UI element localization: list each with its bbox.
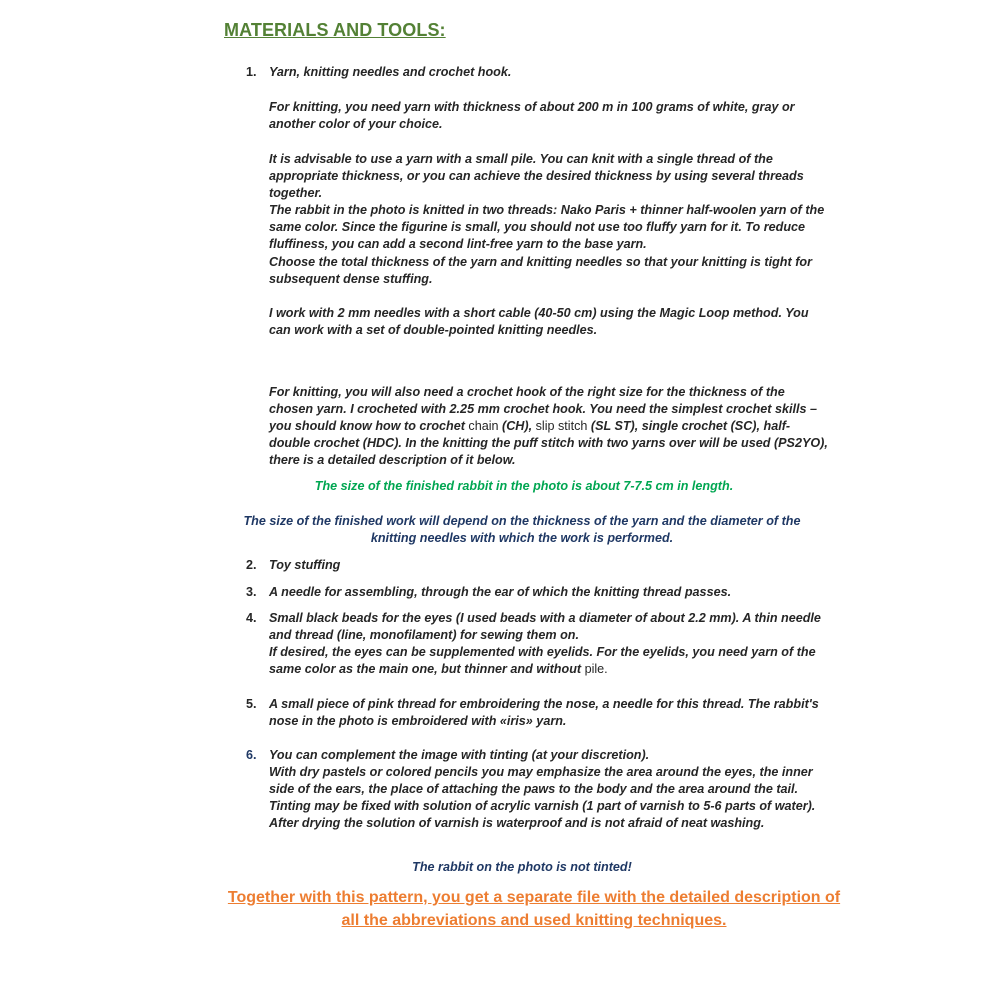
- text-run: chain: [468, 419, 499, 434]
- list-number: 4.: [246, 611, 257, 625]
- text-run: For knitting, you will also need a crochet hook of the right size for the thickness of the chosen yarn. I crocheted with 2.25 mm crochet hook. You need the simplest crochet skills – you should know how to crochet: [269, 385, 817, 434]
- paragraph-line: Choose the total thickness of the yarn and knitting needles so that your knitting is tight for subsequent dense stuffing.: [269, 254, 812, 286]
- paragraph-line: The rabbit in the photo is knitted in two threads: Nako Paris + thinner half-woolen yarn of the same color. Since the figurine is small, you should not use too fluffy yarn for it. To reduce fluffiness, you can add a second lint-free yarn to the base yarn.: [269, 203, 825, 252]
- list-item-line: With dry pastels or colored pencils you may emphasize the area around the eyes, the inner side of the ears, the place of attaching the paws to the body and the area around the tail.: [269, 765, 813, 797]
- text-run: If desired, the eyes can be supplemented with eyelids. For the eyelids, you need yarn of the same color as the main one, but thinner and without: [269, 645, 816, 677]
- footer-note: Together with this pattern, you get a separate file with the detailed description of all the abbreviations and used knitting techniques.: [227, 889, 841, 929]
- size-note-green: The size of the finished rabbit in the photo is about 7-7.5 cm in length.: [314, 479, 734, 493]
- list-number: 5.: [246, 697, 257, 711]
- list-item-line: [269, 644, 826, 678]
- list-item-text: Toy stuffing: [269, 558, 341, 572]
- paragraph-needles: I work with 2 mm needles with a short cable (40-50 cm) using the Magic Loop method. You can work with a set of double-pointed knitting needles.: [269, 306, 809, 338]
- not-tinted-note: The rabbit on the photo is not tinted!: [412, 860, 632, 874]
- text-run: (CH),: [498, 419, 536, 434]
- size-note-navy: The size of the finished work will depend on the thickness of the yarn and the diameter of the knitting needles with which the work is performed.: [243, 514, 801, 546]
- list-item-text: A needle for assembling, through the ear of which the knitting thread passes.: [269, 585, 732, 599]
- list-item-line: You can complement the image with tinting (at your discretion).: [269, 748, 650, 762]
- list-item-5: [246, 696, 826, 730]
- list-item-6: [246, 747, 826, 832]
- list-number: 1.: [246, 65, 257, 79]
- text-run: (SL ST),: [587, 419, 642, 434]
- list-number: 2.: [246, 558, 257, 572]
- list-number: 3.: [246, 585, 257, 599]
- text-run: single crochet (SC), half-double crochet (HDC). In the knitting the puff stitch with two yarns over will be used (PS2YO), there is a detailed description of it below.: [269, 419, 828, 468]
- list-item-3: [246, 584, 826, 601]
- list-item-line: After drying the solution of varnish is waterproof and is not afraid of neat washing.: [269, 816, 765, 831]
- list-item-1: [246, 64, 826, 81]
- list-item-text: A small piece of pink thread for embroidering the nose, a needle for this thread. The rabbit's nose in the photo is embroidered with «iris» yarn.: [269, 697, 819, 729]
- list-item-4: [246, 610, 826, 678]
- list-number: 6.: [246, 748, 257, 762]
- list-item-line: Tinting may be fixed with solution of acrylic varnish (1 part of varnish to 5-6 parts of water).: [269, 799, 816, 814]
- list-item-line: Small black beads for the eyes (I used beads with a diameter of about 2.2 mm). A thin needle and thread (line, monofilament) for sewing them on.: [269, 611, 821, 643]
- paragraph-yarn-thickness: For knitting, you need yarn with thickness of about 200 m in 100 grams of white, gray or another color of your choice.: [269, 100, 795, 132]
- text-run: slip stitch: [535, 419, 588, 434]
- list-item-text: [269, 610, 826, 678]
- list-item-title: Yarn, knitting needles and crochet hook.: [269, 65, 512, 79]
- paragraph-yarn-pile: [269, 151, 829, 288]
- paragraph-crochet-hook: [269, 384, 829, 469]
- paragraph-line: It is advisable to use a yarn with a small pile. You can knit with a single thread of the appropriate thickness, or you can achieve the desired thickness by using several threads together.: [269, 152, 804, 201]
- list-item-text: [269, 747, 826, 832]
- list-item-2: [246, 557, 826, 574]
- section-heading: MATERIALS AND TOOLS:: [224, 20, 446, 40]
- text-run: pile.: [584, 662, 608, 677]
